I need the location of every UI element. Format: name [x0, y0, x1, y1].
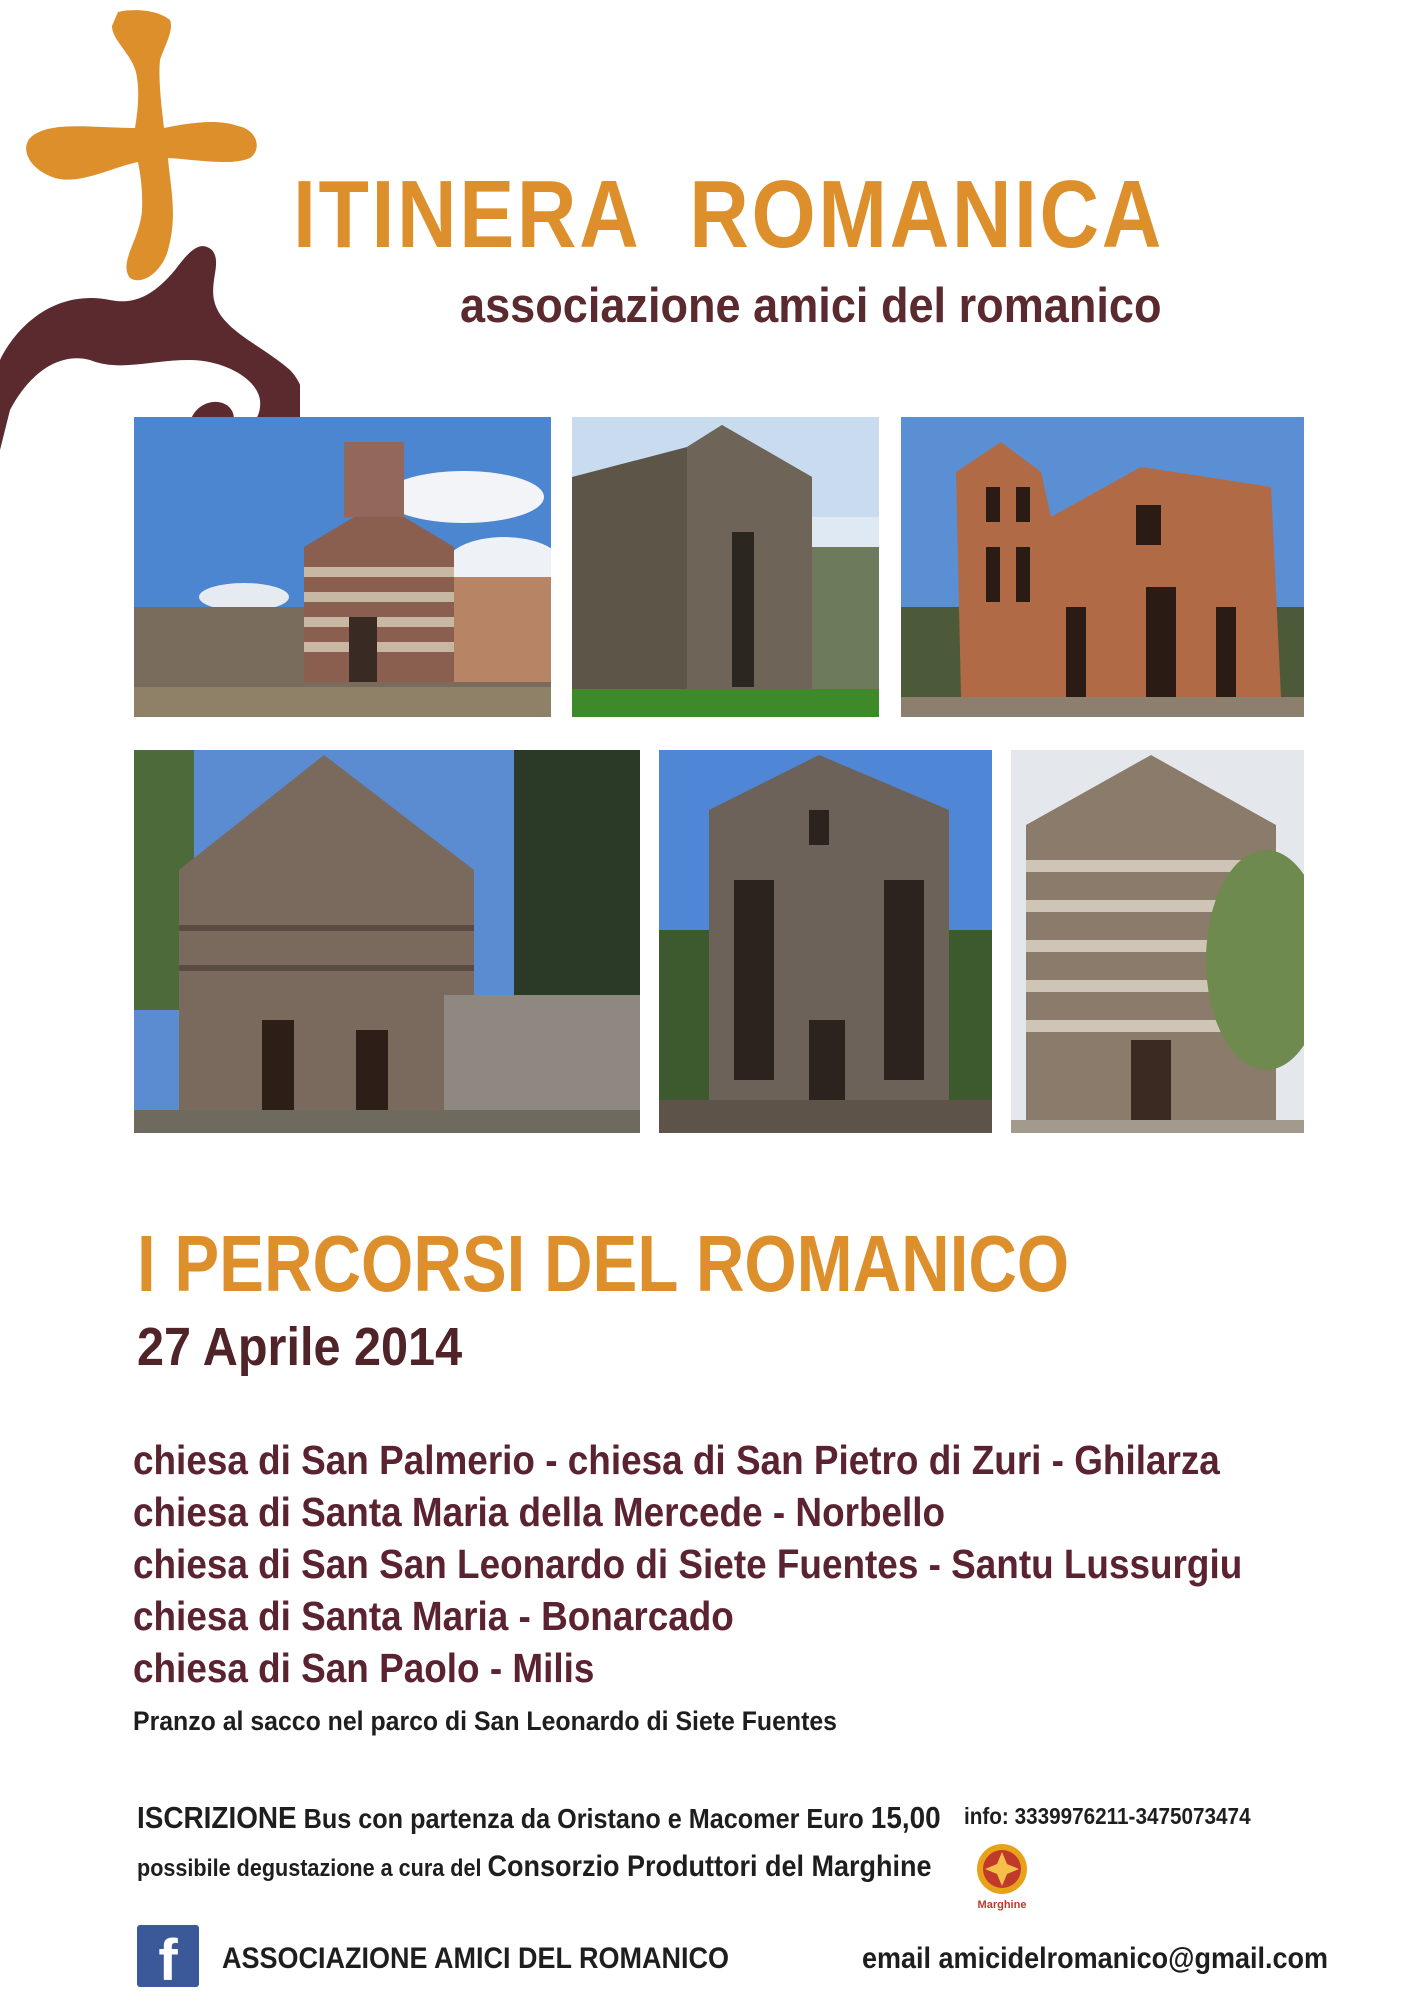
- consortium-logo: [972, 1842, 1032, 1911]
- registration-text: Bus con partenza da Oristano e Macomer Euro: [296, 1803, 871, 1834]
- church-item: chiesa di San Paolo - Milis: [133, 1645, 595, 1691]
- church-list: [133, 1434, 1366, 1694]
- registration-label: ISCRIZIONE: [137, 1800, 297, 1835]
- church-item: chiesa di Santa Maria - Bonarcado: [133, 1593, 734, 1639]
- church-photo-5: [659, 750, 992, 1133]
- church-photo-4: [134, 750, 640, 1133]
- church-item: chiesa di San Palmerio - chiesa di San Pietro di Zuri - Ghilarza: [133, 1437, 1220, 1483]
- info-phone: info: 3339976211-3475073474: [964, 1803, 1251, 1829]
- facebook-icon[interactable]: f: [137, 1925, 199, 1987]
- church-photo-6: [1011, 750, 1304, 1133]
- church-photo-1: [134, 417, 551, 717]
- lunch-note: Pranzo al sacco nel parco di San Leonardo di Siete Fuentes: [133, 1706, 837, 1736]
- church-item: chiesa di San San Leonardo di Siete Fuentes - Santu Lussurgiu: [133, 1541, 1243, 1587]
- consortium-emblem-icon: [975, 1842, 1029, 1896]
- church-photo-3: [901, 417, 1304, 717]
- tasting-line: [137, 1850, 932, 1884]
- tasting-text: possibile degustazione a cura del: [137, 1855, 488, 1882]
- church-photo-2: [572, 417, 879, 717]
- event-title: I PERCORSI DEL ROMANICO: [137, 1219, 1070, 1308]
- consortium-name: Consorzio Produttori del Marghine: [487, 1850, 932, 1883]
- registration-line: [137, 1800, 941, 1836]
- page-subtitle: associazione amici del romanico: [460, 279, 1162, 333]
- facebook-page-name[interactable]: ASSOCIAZIONE AMICI DEL ROMANICO: [222, 1942, 730, 1975]
- registration-price: 15,00: [870, 1800, 941, 1835]
- page-title: ITINERA ROMANICA: [293, 161, 1164, 268]
- itinera-romanica-logo: [0, 0, 300, 480]
- contact-email[interactable]: email amicidelromanico@gmail.com: [862, 1942, 1328, 1975]
- consortium-logo-label: Marghine: [977, 1899, 1027, 1911]
- event-date: 27 Aprile 2014: [137, 1317, 463, 1377]
- church-item: chiesa di Santa Maria della Mercede - Norbello: [133, 1489, 946, 1535]
